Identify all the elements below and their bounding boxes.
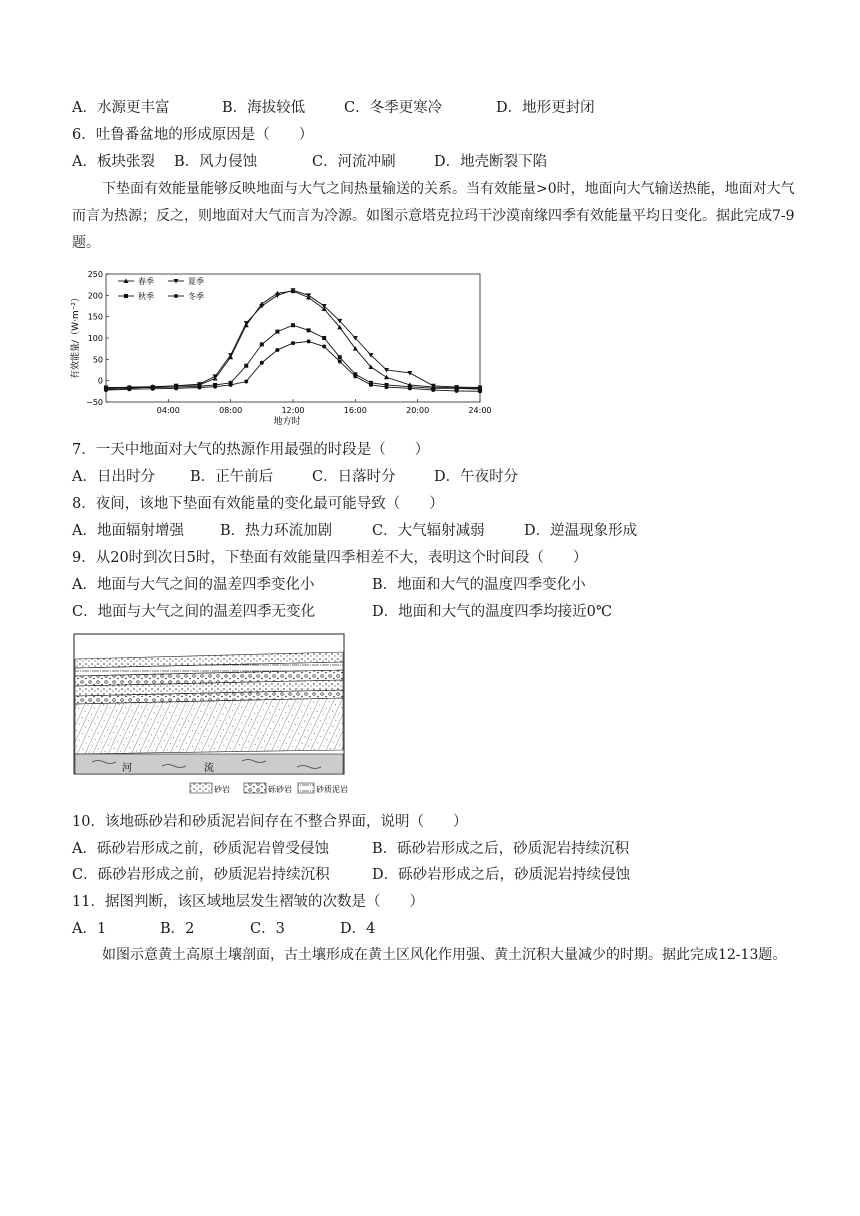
- q8-option-d: D．逆温现象形成: [524, 523, 638, 539]
- data-point: [244, 364, 248, 368]
- y-axis-label: 有效能量/（W·m⁻²）: [71, 293, 81, 379]
- q8-option-a: A．地面辐射增强: [72, 523, 184, 539]
- data-point: [407, 371, 412, 376]
- data-point: [244, 380, 248, 384]
- legend-label: 夏季: [188, 277, 204, 286]
- series-line: [106, 290, 480, 389]
- q6-option-b: B．风力侵蚀: [174, 154, 258, 170]
- data-point: [151, 387, 155, 391]
- data-point: [307, 339, 311, 343]
- series-0: [104, 289, 483, 391]
- passage-energy: 下垫面有效能量能够反映地面与大气之间热量输送的关系。当有效能量>0时，地面向大气输送热能，地面对大气而言为热源；反之，则地面对大气而言为冷源。如图示意塔克拉玛干沙漠南缘四季有效能量平均日变化。据此完成7-9题。: [72, 181, 795, 251]
- legend-label: 冬季: [188, 292, 204, 301]
- x-tick-label: 04:00: [156, 406, 180, 415]
- q6-option-c: C．河流冲刷: [312, 154, 396, 170]
- data-point: [260, 342, 264, 346]
- q10-option-a: A．砾砂岩形成之前，砂质泥岩曾受侵蚀: [72, 841, 329, 857]
- plot-frame: [106, 274, 480, 402]
- q8-option-b: B．热力环流加剧: [220, 523, 333, 539]
- y-tick-label: 200: [87, 291, 103, 301]
- q9-stem: 9．从20时到次日5时，下垫面有效能量四季相差不大，表明这个时间段（ ）: [72, 550, 588, 566]
- data-point: [275, 293, 280, 298]
- data-point: [174, 294, 178, 298]
- data-point: [384, 375, 389, 380]
- data-point: [260, 361, 264, 365]
- data-point: [174, 386, 178, 390]
- river-label-2: 流: [204, 763, 214, 774]
- q5-option-c: C．冬季更寒冷: [344, 100, 443, 116]
- data-point: [104, 388, 108, 392]
- x-tick-label: 08:00: [219, 406, 243, 415]
- q6-option-d: D．地壳断裂下陷: [434, 154, 548, 170]
- q7-option-a: A．日出时分: [72, 469, 155, 485]
- y-tick-label: −50: [86, 398, 103, 407]
- data-point: [369, 383, 373, 387]
- data-point: [275, 348, 279, 352]
- energy-line-chart: [66, 266, 492, 428]
- data-point: [307, 328, 311, 332]
- q9-option-b: B．地面和大气的温度四季变化小: [372, 577, 586, 593]
- q7-option-c: C．日落时分: [312, 469, 396, 485]
- data-point: [455, 389, 459, 393]
- series-line: [106, 325, 480, 389]
- q9-option-c: C．地面与大气之间的温差四季无变化: [72, 604, 316, 620]
- data-point: [291, 323, 295, 327]
- x-axis-label: 地方时: [273, 417, 301, 427]
- series-3: [104, 339, 482, 393]
- series-1: [104, 288, 483, 391]
- q10-stem: 10．该地砾砂岩和砂质泥岩间存在不整合界面，说明（ ）: [72, 814, 468, 830]
- data-point: [408, 386, 412, 390]
- y-tick-label: 50: [92, 355, 103, 365]
- q5-option-b: B．海拔较低: [222, 100, 306, 116]
- legend-sandy-mudstone: 砂质泥岩: [316, 785, 348, 794]
- y-tick-label: 100: [87, 334, 103, 343]
- legend-gravel-sandstone: 砾砂岩: [268, 785, 292, 794]
- data-point: [127, 387, 131, 391]
- x-tick-label: 24:00: [468, 406, 492, 415]
- legend-sandstone: 砂岩: [214, 785, 230, 794]
- q11-option-c: C．3: [250, 921, 285, 937]
- legend-label: 秋季: [138, 292, 154, 301]
- q8-stem: 8．夜间，该地下垫面有效能量的变化最可能导致（ ）: [72, 496, 444, 512]
- q10-option-b: B．砾砂岩形成之后，砂质泥岩持续沉积: [372, 841, 630, 857]
- q6-option-a: A．板块张裂: [72, 154, 155, 170]
- q7-option-d: D．午夜时分: [434, 469, 519, 485]
- data-point: [385, 385, 389, 389]
- x-tick-label: 16:00: [343, 406, 367, 415]
- series-line: [106, 341, 480, 391]
- river-label-1: 河: [122, 763, 132, 774]
- q11-stem: 11．据图判断，该区域地层发生褶皱的次数是（ ）: [72, 894, 424, 910]
- q8-option-c: C．大气辐射减弱: [372, 523, 485, 539]
- q11-option-b: B．2: [160, 921, 195, 937]
- x-tick-label: 20:00: [406, 406, 430, 415]
- data-point: [229, 383, 233, 387]
- data-point: [478, 389, 482, 393]
- data-point: [213, 385, 217, 389]
- q5-option-d: D．地形更封闭: [496, 100, 595, 116]
- y-tick-label: 0: [97, 376, 103, 386]
- strata-cross-section: [72, 632, 352, 804]
- q6-stem: 6．吐鲁番盆地的形成原因是（ ）: [72, 127, 314, 143]
- data-point: [124, 294, 128, 298]
- data-point: [198, 385, 202, 389]
- data-point: [338, 359, 342, 363]
- passage-loess: 如图示意黄土高原土壤剖面，古土壤形成在黄土区风化作用强、黄土沉积大量减少的时期。据此完成12-13题。: [102, 947, 787, 963]
- y-tick-label: 250: [87, 270, 103, 279]
- q5-option-a: A．水源更丰富: [72, 100, 170, 116]
- data-point: [353, 374, 357, 378]
- y-tick-label: 150: [87, 312, 103, 322]
- series-line: [106, 291, 480, 388]
- x-tick-label: 12:00: [281, 406, 305, 415]
- data-point: [322, 336, 326, 340]
- q11-option-a: A．1: [72, 921, 107, 937]
- data-point: [322, 345, 326, 349]
- q11-option-d: D．4: [340, 921, 376, 937]
- data-point: [431, 388, 435, 392]
- data-point: [338, 355, 342, 359]
- data-point: [275, 330, 279, 334]
- q9-option-a: A．地面与大气之间的温差四季变化小: [72, 577, 315, 593]
- q7-stem: 7．一天中地面对大气的热源作用最强的时段是（ ）: [72, 442, 430, 458]
- data-point: [291, 341, 295, 345]
- q9-option-d: D．地面和大气的温度四季均接近0℃: [372, 604, 613, 620]
- q10-option-d: D．砾砂岩形成之后，砂质泥岩持续侵蚀: [372, 867, 631, 883]
- legend-label: 春季: [138, 277, 154, 286]
- q7-option-b: B．正午前后: [190, 469, 274, 485]
- q10-option-c: C．砾砂岩形成之前，砂质泥岩持续沉积: [72, 867, 330, 883]
